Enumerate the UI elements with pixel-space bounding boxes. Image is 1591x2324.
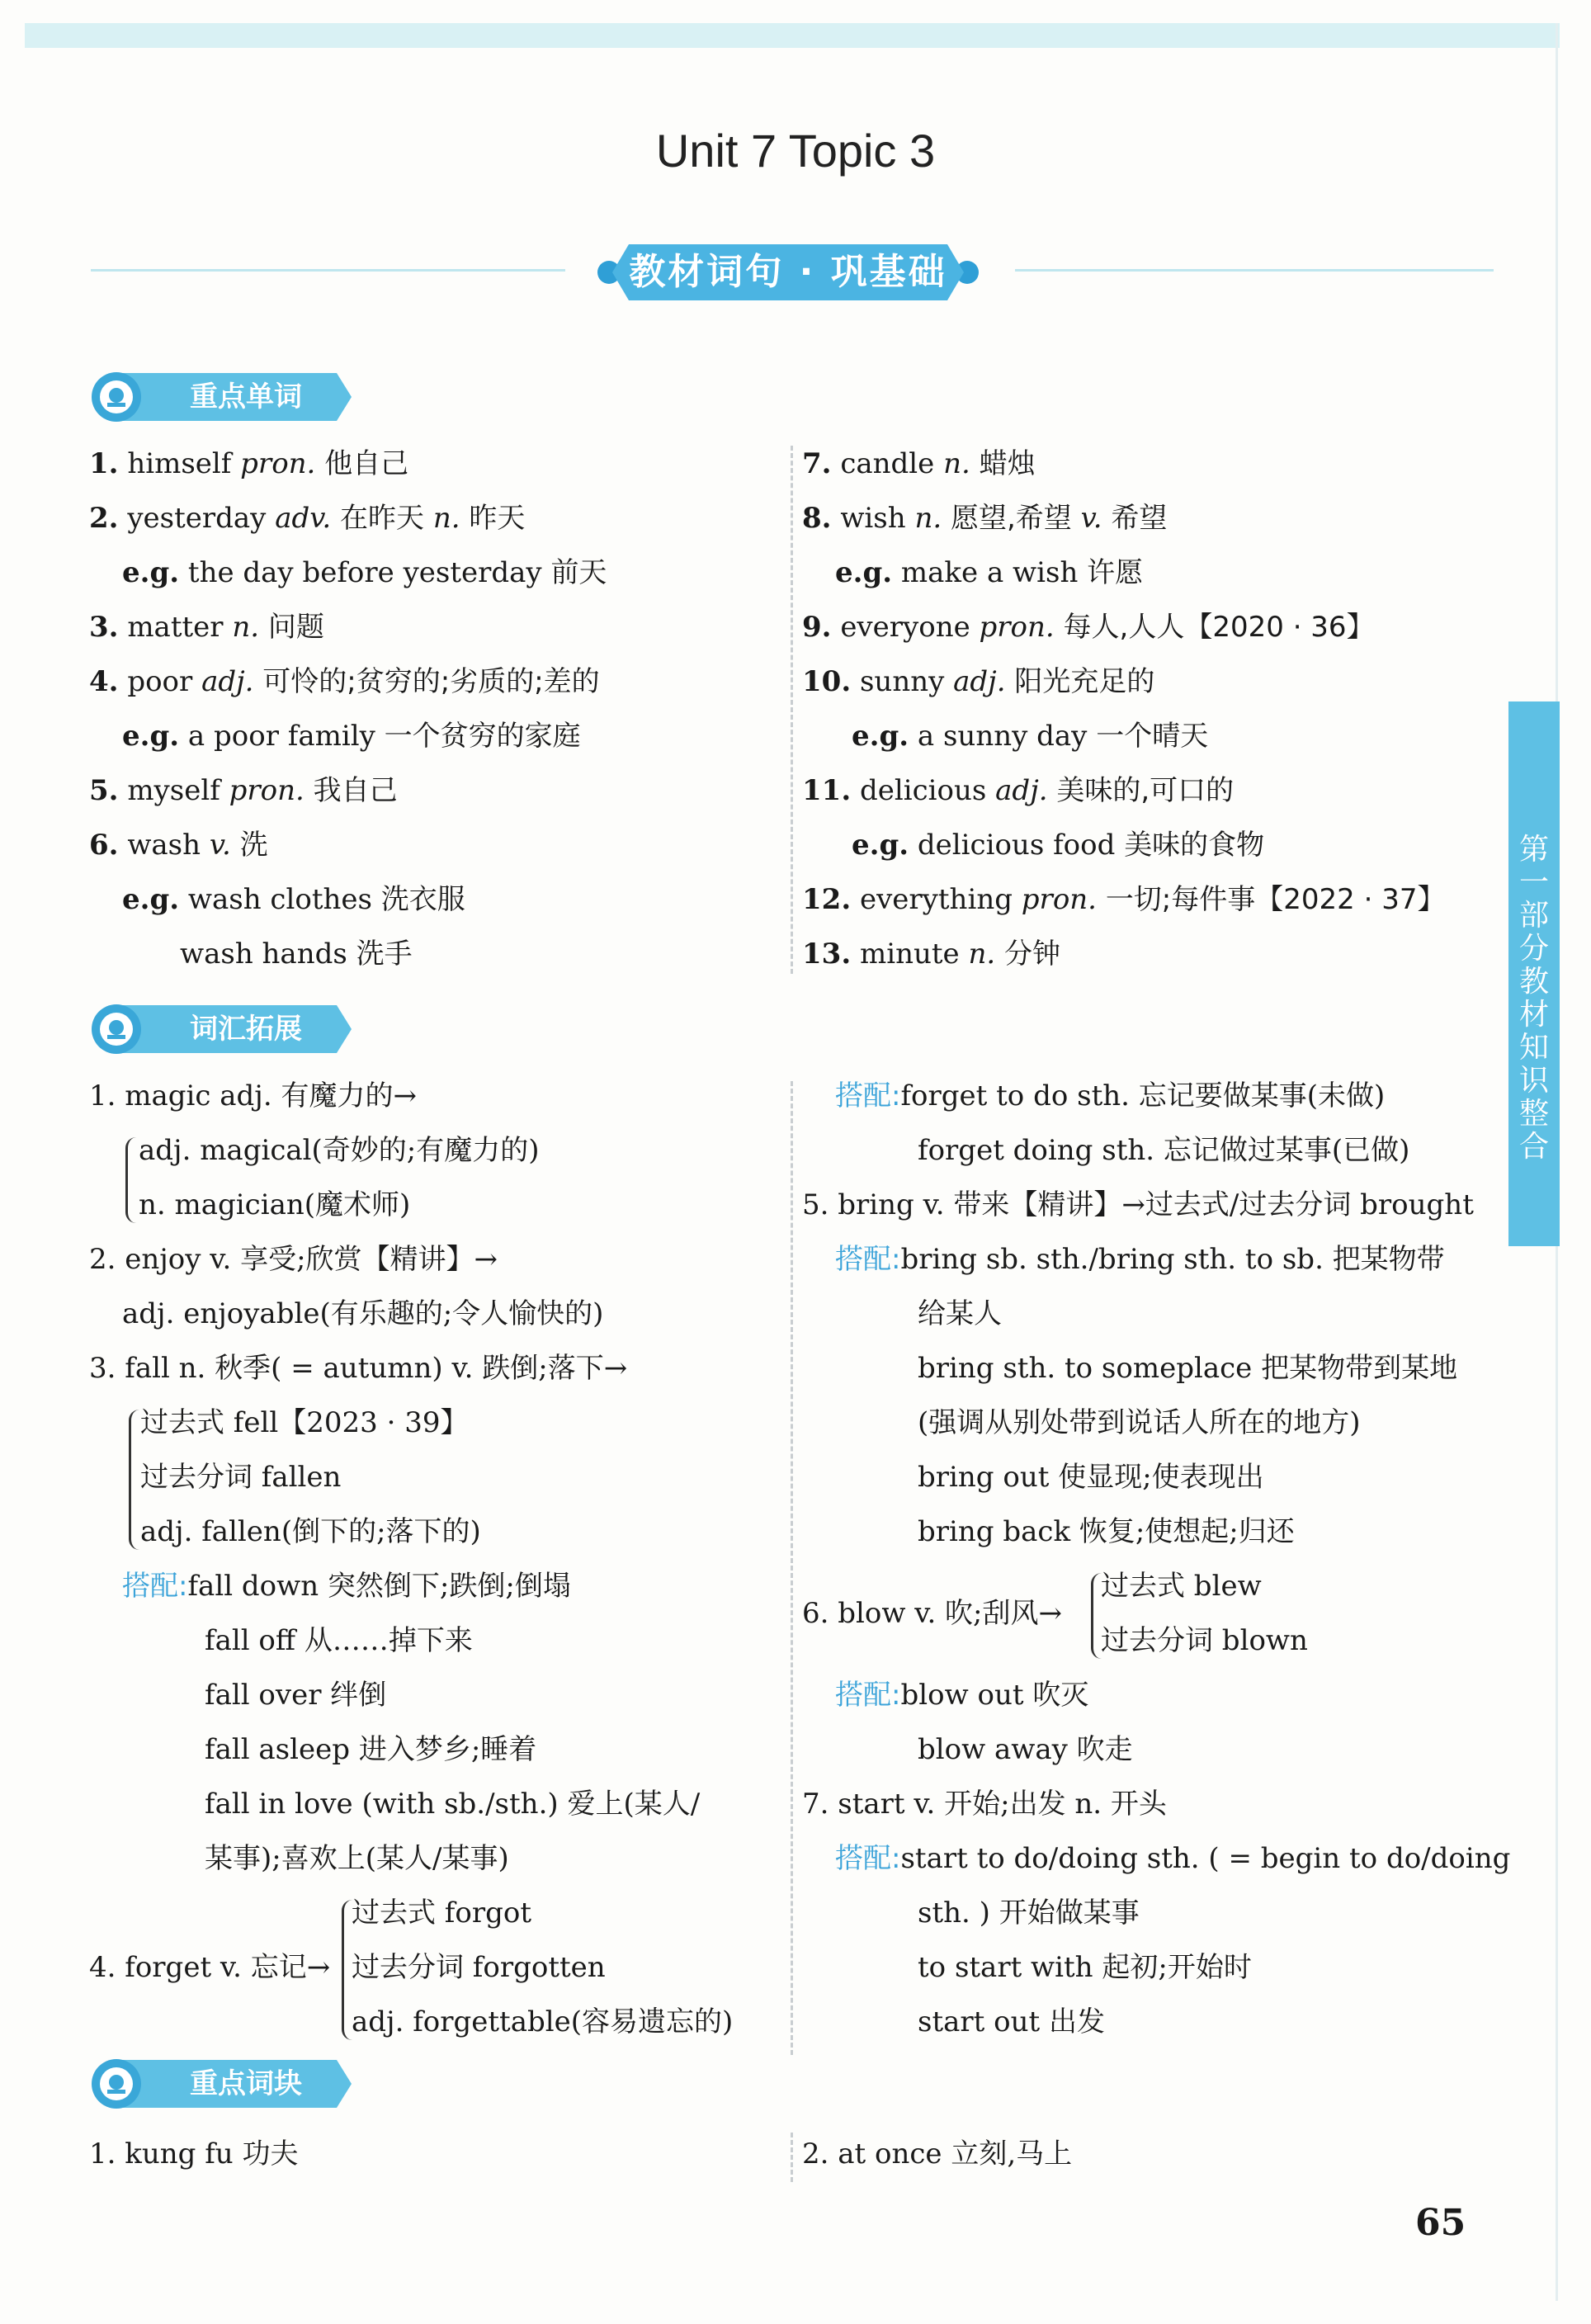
section-title: 重点单词 bbox=[190, 380, 302, 413]
column-divider bbox=[791, 446, 793, 974]
example-line: e.g. make a wish 许愿 bbox=[835, 556, 1144, 589]
list-item: adj. forgettable(容易遗忘的) bbox=[352, 2005, 734, 2038]
list-item: 10. sunny adj. 阳光充足的 bbox=[802, 665, 1155, 698]
list-item: 12. everything pron. 一切;每件事【2022 · 37】 bbox=[802, 883, 1446, 916]
list-item: 6. wash v. 洗 bbox=[89, 829, 268, 862]
list-item: 1. kung fu 功夫 bbox=[89, 2137, 299, 2170]
list-item: 某事);喜欢上(某人/某事) bbox=[205, 1842, 509, 1875]
page-number: 65 bbox=[1415, 2202, 1466, 2244]
section-header-phrases bbox=[89, 2057, 353, 2111]
list-item: 过去式 forgot bbox=[352, 1897, 532, 1930]
list-item: 8. wish n. 愿望,希望 v. 希望 bbox=[802, 502, 1168, 535]
example-line: e.g. the day before yesterday 前天 bbox=[122, 556, 607, 589]
list-item: bring sth. to someplace 把某物带到某地 bbox=[918, 1352, 1458, 1385]
collocation-tag: 搭配: bbox=[835, 1243, 901, 1276]
list-item: to start with 起初;开始时 bbox=[918, 1951, 1252, 1984]
list-item: 4. forget v. 忘记→ bbox=[89, 1951, 331, 1984]
list-item: 1. himself pron. 他自己 bbox=[89, 447, 409, 480]
list-item: adj. magical(奇妙的;有魔力的) bbox=[139, 1134, 540, 1167]
side-tab-label: 第一部分 教材知识整合 bbox=[1518, 833, 1549, 1164]
collocation-line: 搭配:fall down 突然倒下;跌倒;倒塌 bbox=[122, 1570, 571, 1603]
list-item: 6. blow v. 吹;刮风→ bbox=[802, 1597, 1062, 1630]
list-item: forget doing sth. 忘记做过某事(已做) bbox=[918, 1134, 1410, 1167]
list-item: start out 出发 bbox=[918, 2005, 1105, 2038]
list-item: 9. everyone pron. 每人,人人【2020 · 36】 bbox=[802, 611, 1375, 644]
collocation-line: 搭配:blow out 吹灭 bbox=[835, 1679, 1089, 1712]
example-line: e.g. wash clothes 洗衣服 bbox=[122, 883, 465, 916]
list-item: 过去分词 blown bbox=[1101, 1624, 1308, 1657]
list-item: 4. poor adj. 可怜的;贫穷的;劣质的;差的 bbox=[89, 665, 600, 698]
list-item: bring out 使显现;使表现出 bbox=[918, 1461, 1264, 1494]
list-item: 3. matter n. 问题 bbox=[89, 611, 324, 644]
example-line: wash hands 洗手 bbox=[180, 938, 413, 971]
list-item: 过去式 fell【2023 · 39】 bbox=[140, 1406, 469, 1439]
list-item: 给某人 bbox=[918, 1297, 1002, 1330]
collocation-line: 搭配:forget to do sth. 忘记要做某事(未做) bbox=[835, 1079, 1386, 1112]
list-item: adj. fallen(倒下的;落下的) bbox=[140, 1515, 481, 1548]
section-header-key-words bbox=[89, 370, 353, 424]
collocation-line: 搭配:bring sb. sth./bring sth. to sb. 把某物带 bbox=[835, 1243, 1445, 1276]
column-divider bbox=[791, 1081, 793, 2055]
list-item: 5. bring v. 带来【精讲】→过去式/过去分词 brought bbox=[802, 1188, 1474, 1221]
brace-icon bbox=[129, 1410, 139, 1550]
list-item: n. magician(魔术师) bbox=[139, 1188, 411, 1221]
section-title: 重点词块 bbox=[190, 2067, 302, 2100]
list-item: bring back 恢复;使想起;归还 bbox=[918, 1515, 1295, 1548]
banner-rule-right bbox=[1015, 269, 1494, 272]
example-line: e.g. a sunny day 一个晴天 bbox=[852, 720, 1209, 753]
collocation-tag: 搭配: bbox=[835, 1679, 901, 1712]
section-title: 词汇拓展 bbox=[190, 1013, 302, 1046]
section-header-vocab-ext bbox=[89, 1002, 353, 1056]
list-item: 1. magic adj. 有魔力的→ bbox=[89, 1079, 417, 1112]
example-line: e.g. delicious food 美味的食物 bbox=[852, 829, 1265, 862]
list-item: 过去式 blew bbox=[1101, 1570, 1262, 1603]
list-item: 过去分词 fallen bbox=[140, 1461, 342, 1494]
collocation-tag: 搭配: bbox=[122, 1570, 188, 1603]
list-item: 7. start v. 开始;出发 n. 开头 bbox=[802, 1788, 1167, 1821]
list-item: adj. enjoyable(有乐趣的;令人愉快的) bbox=[122, 1297, 604, 1330]
section-banner bbox=[596, 239, 980, 305]
list-item: 7. candle n. 蜡烛 bbox=[802, 447, 1036, 480]
list-item: fall in love (with sb./sth.) 爱上(某人/ bbox=[205, 1788, 701, 1821]
list-item: fall off 从……掉下来 bbox=[205, 1624, 473, 1657]
collocation-line: 搭配:start to do/doing sth. ( = begin to do/doing bbox=[835, 1842, 1511, 1875]
collocation-tag: 搭配: bbox=[835, 1079, 901, 1112]
list-item: sth. ) 开始做某事 bbox=[918, 1897, 1140, 1930]
list-item: 2. yesterday adv. 在昨天 n. 昨天 bbox=[89, 502, 526, 535]
brace-icon bbox=[125, 1137, 136, 1223]
banner-title: 教材词句 · 巩基础 bbox=[629, 251, 947, 293]
list-item: 2. at once 立刻,马上 bbox=[802, 2137, 1073, 2170]
list-item: 过去分词 forgotten bbox=[352, 1951, 606, 1984]
column-divider bbox=[791, 2133, 793, 2182]
page-title: Unit 7 Topic 3 bbox=[655, 125, 936, 177]
list-item: (强调从别处带到说话人所在的地方) bbox=[918, 1406, 1361, 1439]
list-item: 3. fall n. 秋季( = autumn) v. 跌倒;落下→ bbox=[89, 1352, 628, 1385]
list-item: 2. enjoy v. 享受;欣赏【精讲】→ bbox=[89, 1243, 498, 1276]
list-item: blow away 吹走 bbox=[918, 1733, 1133, 1766]
list-item: fall over 绊倒 bbox=[205, 1679, 387, 1712]
list-item: fall asleep 进入梦乡;睡着 bbox=[205, 1733, 537, 1766]
top-color-bar bbox=[25, 23, 1560, 48]
example-line: e.g. a poor family 一个贫穷的家庭 bbox=[122, 720, 581, 753]
list-item: 11. delicious adj. 美味的,可口的 bbox=[802, 774, 1235, 807]
collocation-tag: 搭配: bbox=[835, 1842, 901, 1875]
list-item: 13. minute n. 分钟 bbox=[802, 938, 1061, 971]
list-item: 5. myself pron. 我自己 bbox=[89, 774, 398, 807]
banner-rule-left bbox=[91, 269, 565, 272]
